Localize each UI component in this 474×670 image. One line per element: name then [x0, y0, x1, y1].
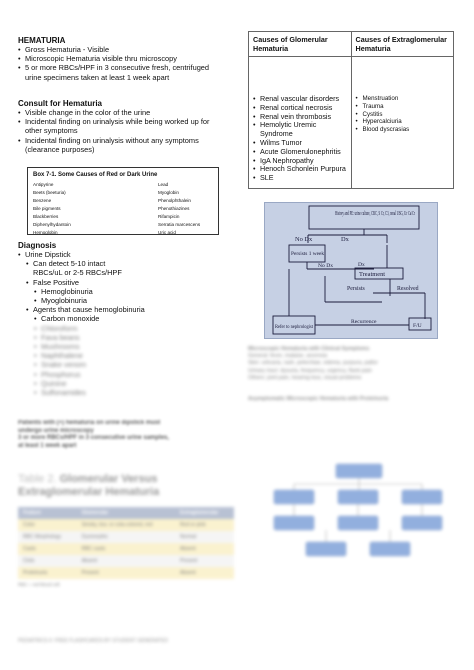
cause-item: • Menstruation	[356, 95, 450, 103]
table-cell: Color	[23, 522, 35, 528]
glomerular-causes	[249, 57, 352, 189]
flow-text-recurrence: Recurrence	[351, 319, 377, 325]
symptom-line: Others: joint pain, hearing loss, visual problems	[248, 374, 362, 381]
agent-item: • Mushrooms	[34, 342, 218, 351]
flow-text-nodx2: No Dx	[318, 263, 334, 269]
asymptomatic-heading: Asymptomatic Microscopic Hematuria with Proteinuria	[248, 396, 389, 403]
agent-item: • Quinine	[34, 379, 218, 388]
cause-item: • Hemolytic Uremic Syndrome	[253, 121, 347, 139]
table-cell: Dysmorphic	[81, 534, 108, 540]
table-cell: Absent	[81, 558, 98, 564]
box-7-1-col1	[33, 181, 71, 237]
table-cell: Absent	[180, 546, 196, 552]
cause-item: • Renal vascular disorders	[253, 95, 347, 104]
note-line: 3 or more RBCs/HPF in 3 consecutive urine samples,	[18, 435, 170, 441]
footer: PEDIATRICS II: FREE FLASHCARDS BY STUDENT GENERATED	[18, 638, 168, 644]
cause-entry: Myoglobin	[158, 190, 179, 195]
box-7-1-title: Box 7-1. Some Causes of Red or Dark Urine	[33, 172, 158, 178]
diagram-node	[338, 490, 378, 504]
extraglomerular-causes	[351, 57, 454, 189]
clinical-symptoms-heading: Microscopic Hematuria with Clinical Symptoms	[248, 346, 370, 352]
cause-entry: Bile pigments	[33, 206, 61, 211]
agent-item: • Sulfonamides	[34, 388, 218, 397]
cause-entry: Phenolphthalein	[158, 198, 191, 203]
table-cell: RBC casts	[81, 546, 106, 552]
flow-text-treatment: Treatment	[359, 271, 386, 278]
cause-item: • Hypercalciuria	[356, 118, 450, 126]
cause-entry: Phenothiazines	[158, 206, 190, 211]
consult-item: • Visible change in the color of the urine	[18, 108, 218, 117]
diagnosis-subitem: • Can detect 5-10 intact RBCs/uL or 2-5 RBCs/HPF	[26, 259, 128, 277]
table-row	[18, 567, 234, 579]
clinical-symptoms-section	[248, 346, 448, 403]
cause-item: • SLE	[253, 174, 347, 183]
flow-text-fu: F/U	[413, 323, 422, 329]
cause-entry: Rifampicin	[158, 214, 180, 219]
hematuria-heading: HEMATURIA	[18, 36, 66, 45]
consult-item: • Incidental finding on urinalysis while being worked up for other symptoms	[18, 117, 218, 135]
agent-item: • Carbon monoxide	[34, 314, 218, 323]
table-row	[18, 543, 234, 555]
hematuria-item: • Microscopic Hematuria visible thru microscopy	[18, 54, 218, 63]
cause-item: • Wilms Tumor	[253, 139, 347, 148]
cause-entry: Benzene	[33, 198, 52, 203]
table-cell: Casts	[23, 546, 36, 552]
diagnosis-section	[18, 241, 218, 397]
diagram-node	[274, 516, 314, 530]
cause-item: • Renal cortical necrosis	[253, 104, 347, 113]
table-cell: Proteinuria	[23, 570, 48, 576]
blurred-diagram	[262, 458, 452, 578]
dipstick-note	[18, 420, 218, 450]
cause-entry: Uric acid	[158, 230, 176, 235]
flow-text-resolved: Resolved	[397, 286, 419, 292]
flow-text-dx: Dx	[341, 236, 349, 243]
diagnosis-heading: Diagnosis	[18, 241, 57, 250]
diagram-node	[274, 490, 314, 504]
consult-heading: Consult for Hematuria	[18, 99, 103, 108]
hematuria-item: • 5 or more RBCs/HPF in 3 consecutive fresh, centrifuged urine specimens taken at least 1 week apart	[18, 63, 218, 81]
flow-text-refer: Refer to nephrologist	[275, 324, 320, 330]
diagram-node	[338, 516, 378, 530]
symptom-line: General: fever, malaise, anorexia	[248, 353, 328, 360]
table-cell: Smoky, tea- or cola-colored, red	[81, 522, 153, 528]
flow-text-history: History and PE: urine culture, CBC, S Cr, C3, renal USG, Ur Ca/Cr	[335, 210, 416, 217]
hematuria-item: • Gross Hematuria - Visible	[18, 45, 218, 54]
diagram-node	[402, 490, 442, 504]
diagnosis-item: • Urine Dipstick	[18, 250, 218, 259]
diagnosis-subitem: • False Positive	[26, 278, 218, 287]
agent-item: • Fava beans	[34, 333, 218, 342]
table-cell: Present	[81, 570, 99, 576]
diagram-node	[336, 464, 382, 478]
note-line: undergo urine microscopy	[18, 427, 94, 434]
table-row	[18, 519, 234, 531]
cause-entry: Serratia marcescens	[158, 222, 201, 227]
table-cell: RBC Morphology	[23, 534, 62, 540]
cause-item: • Trauma	[356, 103, 450, 111]
table-row	[18, 555, 234, 567]
table-header: Glomerular	[81, 510, 109, 516]
table-row	[18, 531, 234, 543]
cause-entry: Hemoglobin	[33, 230, 58, 235]
symptom-line: Urinary tract: dysuria, frequency, urgency, flank pain	[248, 367, 372, 374]
extraglomerular-header: Causes of Extraglomerular Hematuria	[351, 32, 454, 57]
consult-item: • Incidental finding on urinalysis without any symptoms (clearance purposes)	[18, 136, 218, 154]
cause-item: • Cystitis	[356, 111, 450, 119]
table-cell: Red or pink	[180, 522, 206, 528]
causes-header-row	[249, 32, 454, 57]
cause-item: • Acute Glomerulonephritis	[253, 148, 347, 157]
table-2-section	[18, 473, 236, 587]
cause-entry: Lead	[158, 182, 169, 187]
symptom-line: Skin: urticaria, rash, petechiae, edema, purpura, pallor	[248, 360, 378, 367]
table-2-footnote: RBC = red blood cell.	[18, 582, 61, 587]
cause-item: • Blood dyscrasias	[356, 126, 450, 134]
table-header: Extraglomerular	[180, 510, 219, 516]
diagram-node	[402, 516, 442, 530]
agent-item: • Phosphorus	[34, 370, 218, 379]
cause-entry: Diphenylhydantoin	[33, 222, 71, 227]
table-cell: Absent	[180, 570, 196, 576]
box-7-1	[27, 167, 219, 235]
table-cell: Clots	[23, 558, 35, 564]
cause-item: • Henoch Schonlein Purpura	[253, 165, 347, 174]
diagnosis-subitem: • Myoglobinuria	[34, 296, 218, 305]
table-cell: Normal	[180, 534, 197, 540]
cause-item: • Renal vein thrombosis	[253, 113, 347, 122]
table-cell: Present	[180, 558, 198, 564]
hematuria-flowchart	[264, 202, 438, 339]
hematuria-section	[18, 36, 218, 82]
note-line: Patients with (+) hematuria on urine dipstick must	[18, 420, 161, 426]
agent-item: • Chloroform	[34, 324, 218, 333]
flow-text-nodx: No Dx	[295, 236, 313, 243]
diagram-node	[370, 542, 410, 556]
causes-body-row	[249, 57, 454, 189]
causes-table	[248, 31, 454, 189]
flow-text-persists2: Persists	[347, 286, 365, 292]
table-2-label: Table 2.	[18, 473, 57, 485]
table-header: Feature	[23, 510, 42, 516]
table-2-title: Glomerular Versus Extraglomerular Hematuria	[18, 473, 160, 498]
diagnosis-subitem: • Agents that cause hemoglobinuria	[26, 305, 218, 314]
diagnosis-subitem: • Hemoglobinuria	[34, 287, 218, 296]
cause-entry: Antipyrine	[33, 182, 54, 187]
consult-section	[18, 99, 218, 154]
table-2	[18, 507, 234, 579]
agent-item: • Naphthalene	[34, 351, 218, 360]
agent-item: • Snake venom	[34, 360, 218, 369]
flow-text-persists: Persists 1 week	[291, 251, 325, 257]
flow-text-dx2: Dx	[358, 262, 365, 268]
note-line: at least 1 week apart	[18, 442, 77, 449]
cause-entry: Beets (beeturia)	[33, 190, 66, 195]
glomerular-header: Causes of Glomerular Hematuria	[249, 32, 352, 57]
cause-entry: Blackberries	[33, 214, 59, 219]
table-header-row	[18, 507, 234, 519]
cause-item: • IgA Nephropathy	[253, 157, 347, 166]
box-7-1-col2	[158, 181, 200, 237]
diagram-node	[306, 542, 346, 556]
